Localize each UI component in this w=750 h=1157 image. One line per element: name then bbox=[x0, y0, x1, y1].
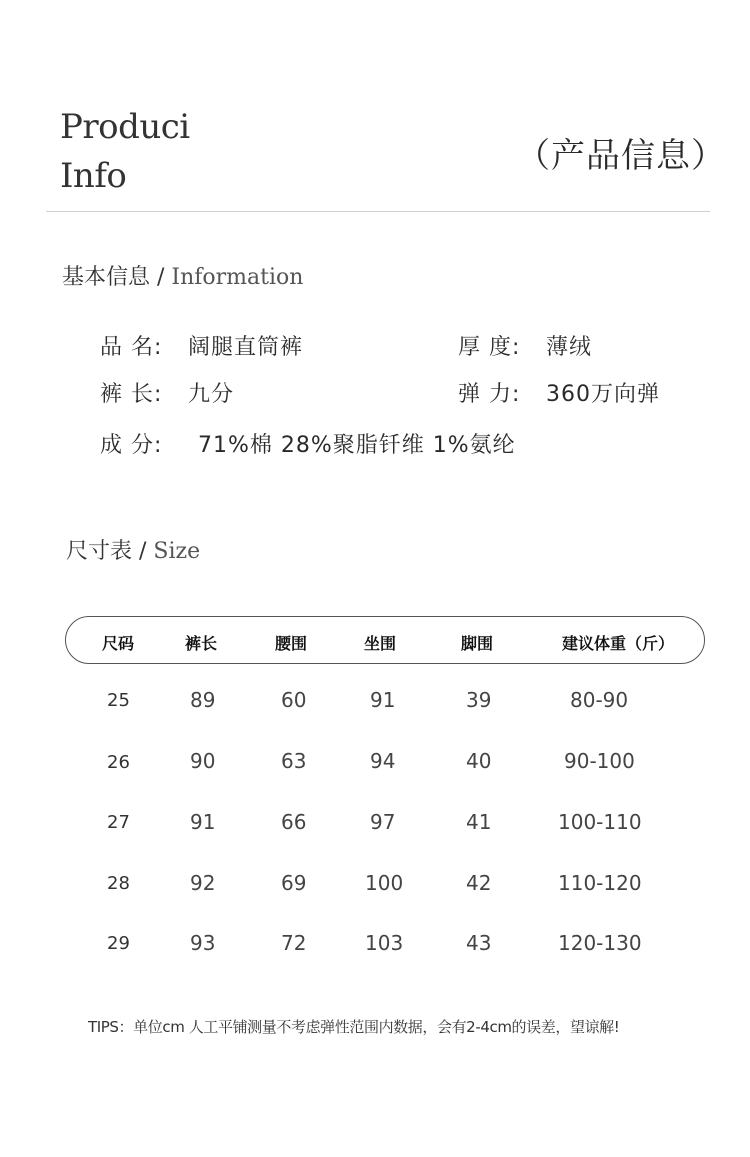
table-cell: 94 bbox=[370, 749, 396, 773]
name-value: 阔腿直筒裤 bbox=[188, 335, 304, 360]
table-cell: 91 bbox=[370, 688, 396, 712]
composition-value: 71%棉 28%聚脂钎维 1%氨纶 bbox=[198, 433, 516, 458]
size-heading bbox=[66, 534, 200, 565]
tips-note: TIPS：单位cm 人工平铺测量不考虑弹性范围内数据，会有2-4cm的误差，望谅解! bbox=[88, 1018, 620, 1036]
title-en bbox=[60, 103, 190, 201]
table-cell: 28 bbox=[107, 873, 130, 894]
table-cell: 89 bbox=[190, 688, 216, 712]
table-cell: 39 bbox=[466, 688, 492, 712]
table-cell: 90 bbox=[190, 749, 216, 773]
table-cell: 66 bbox=[281, 810, 307, 834]
length-value: 九分 bbox=[188, 382, 235, 407]
length-label: 裤 长: bbox=[100, 382, 163, 407]
table-cell: 72 bbox=[281, 931, 307, 955]
table-cell: 97 bbox=[370, 810, 396, 834]
table-cell: 25 bbox=[107, 690, 130, 711]
table-cell: 26 bbox=[107, 752, 130, 773]
table-cell: 100-110 bbox=[558, 810, 642, 834]
thickness-label: 厚 度: bbox=[458, 335, 521, 360]
table-cell: 91 bbox=[190, 810, 216, 834]
table-cell: 29 bbox=[107, 933, 130, 954]
table-cell: 120-130 bbox=[558, 931, 642, 955]
table-cell: 41 bbox=[466, 810, 492, 834]
elasticity-value: 360万向弹 bbox=[546, 382, 660, 407]
basic-info-heading-cn: 基本信息 / bbox=[62, 265, 172, 290]
size-heading-cn: 尺寸表 / bbox=[66, 539, 154, 564]
table-cell: 60 bbox=[281, 688, 307, 712]
composition-label: 成 分: bbox=[100, 433, 163, 458]
column-header-hem: 脚围 bbox=[461, 634, 494, 653]
table-cell: 80-90 bbox=[570, 688, 629, 712]
header-divider bbox=[46, 211, 710, 212]
table-cell: 63 bbox=[281, 749, 307, 773]
table-cell: 100 bbox=[365, 871, 404, 895]
thickness-value: 薄绒 bbox=[546, 335, 593, 360]
basic-info-heading bbox=[62, 260, 303, 291]
column-header-hip: 坐围 bbox=[364, 634, 397, 653]
name-label: 品 名: bbox=[100, 335, 163, 360]
table-cell: 40 bbox=[466, 749, 492, 773]
table-cell: 90-100 bbox=[564, 749, 635, 773]
table-cell: 43 bbox=[466, 931, 492, 955]
elasticity-label: 弹 力: bbox=[458, 382, 521, 407]
title-cn: （产品信息） bbox=[516, 136, 726, 176]
table-cell: 93 bbox=[190, 931, 216, 955]
column-header-weight: 建议体重（斤） bbox=[562, 634, 675, 653]
title-en-line1: Produci bbox=[60, 107, 190, 147]
basic-info-heading-en: Information bbox=[171, 265, 304, 290]
table-cell: 69 bbox=[281, 871, 307, 895]
column-header-waist: 腰围 bbox=[275, 634, 308, 653]
table-cell: 27 bbox=[107, 812, 130, 833]
table-cell: 42 bbox=[466, 871, 492, 895]
title-en-line2: Info bbox=[60, 156, 127, 196]
column-header-length: 裤长 bbox=[185, 634, 218, 653]
size-heading-en: Size bbox=[153, 539, 201, 564]
table-cell: 92 bbox=[190, 871, 216, 895]
table-cell: 110-120 bbox=[558, 871, 642, 895]
table-cell: 103 bbox=[365, 931, 404, 955]
column-header-size: 尺码 bbox=[102, 634, 135, 653]
